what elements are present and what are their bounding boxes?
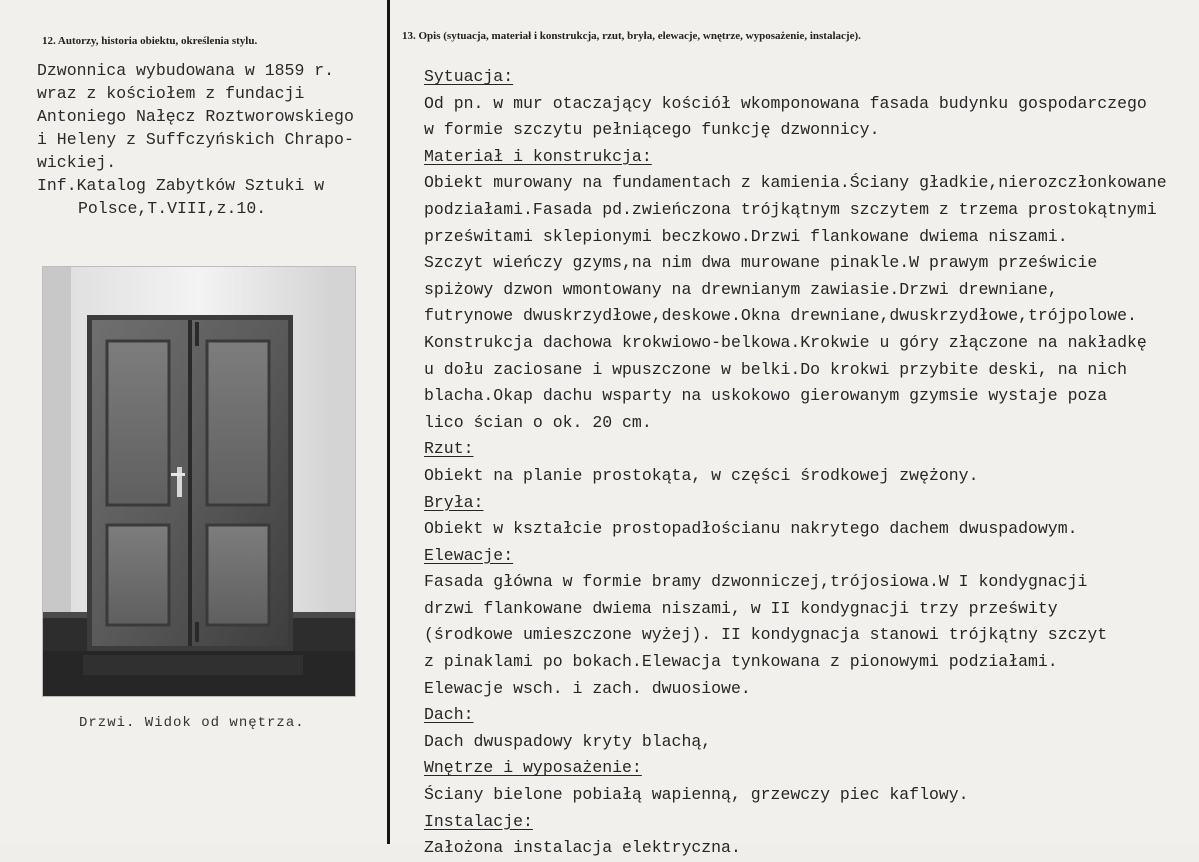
photo-caption: Drzwi. Widok od wnętrza. — [79, 715, 305, 731]
section-line: Obiekt na planie prostokąta, w części środkowej zwężony. — [424, 465, 979, 485]
section-line: w formie szczytu pełniącego funkcję dzwonnicy. — [424, 120, 880, 140]
section-line: Obiekt murowany na fundamentach z kamienia.Ściany gładkie,nierozczłonkowane — [424, 173, 1167, 193]
history-line: Inf.Katalog Zabytków Sztuki w — [37, 176, 325, 195]
history-line: wraz z kościołem z fundacji — [37, 84, 305, 103]
section-heading-dach: Dach: — [424, 705, 474, 725]
section-line: futrynowe dwuskrzydłowe,deskowe.Okna drewniane,dwuskrzydłowe,trójpolowe. — [424, 306, 1137, 326]
section-line: Ściany bielone pobiałą wapienną, grzewczy piec kaflowy. — [424, 785, 969, 805]
history-line: wickiej. — [37, 153, 117, 172]
section-line: Szczyt wieńczy gzyms,na nim dwa murowane pinakle.W prawym prześwicie — [424, 253, 1098, 273]
column-divider — [387, 0, 390, 844]
history-text — [37, 59, 377, 220]
section-line: podziałami.Fasada pd.zwieńczona trójkątnym szczytem z trzema prostokątnymi — [424, 199, 1157, 219]
section-line: spiżowy dzwon wmontowany na drewnianym zawiasie.Drzwi drewniane, — [424, 279, 1058, 299]
section-line: Od pn. w mur otaczający kościół wkomponowana fasada budynku gospodarczego — [424, 93, 1147, 113]
section-heading-rzut: Rzut: — [424, 439, 474, 459]
section-line: blacha.Okap dachu wsparty na uskokowo gierowanym gzymsie wystaje poza — [424, 386, 1108, 406]
right-column-header: 13. Opis (sytuacja, materiał i konstrukcja, rzut, bryła, elewacje, wnętrze, wyposażenie, instalacje). — [402, 30, 861, 42]
section-heading-instalacje: Instalacje: — [424, 811, 533, 831]
section-heading-elewacje: Elewacje: — [424, 545, 514, 565]
history-line: Antoniego Nałęcz Roztworowskiego — [37, 107, 354, 126]
section-heading-sytuacja: Sytuacja: — [424, 67, 514, 86]
section-heading-bryla: Bryła: — [424, 492, 484, 512]
section-line: Założona instalacja elektryczna. — [424, 838, 741, 858]
section-line: z pinaklami po bokach.Elewacja tynkowana z pionowymi podziałami. — [424, 652, 1058, 672]
section-line: Fasada główna w formie bramy dzwonniczej,trójosiowa.W I kondygnacji — [424, 572, 1088, 592]
door-photo — [42, 266, 356, 697]
description-text — [424, 64, 1184, 862]
history-line: i Heleny z Suffczyńskich Chrapo- — [37, 130, 354, 149]
section-heading-material: Materiał i konstrukcja: — [424, 146, 652, 166]
section-heading-wnetrze: Wnętrze i wyposażenie: — [424, 758, 642, 778]
section-line: Dach dwuspadowy kryty blachą, — [424, 731, 712, 751]
section-line: prześwitami sklepionymi beczkowo.Drzwi flankowane dwiema niszami. — [424, 226, 1068, 246]
section-line: drzwi flankowane dwiema niszami, w II kondygnacji trzy prześwity — [424, 598, 1058, 618]
section-line: (środkowe umieszczone wyżej). II kondygnacja stanowi trójkątny szczyt — [424, 625, 1108, 645]
section-line: Konstrukcja dachowa krokwiowo-belkowa.Krokwie u góry złączone na nakładkę — [424, 332, 1147, 352]
history-line: Polsce,T.VIII,z.10. — [78, 199, 267, 218]
history-line: Dzwonnica wybudowana w 1859 r. — [37, 61, 335, 80]
section-line: lico ścian o ok. 20 cm. — [424, 412, 652, 432]
section-line: u dołu zaciosane i wpuszczone w belki.Do krokwi przybite deski, na nich — [424, 359, 1128, 379]
section-line: Obiekt w kształcie prostopadłościanu nakrytego dachem dwuspadowym. — [424, 519, 1078, 539]
left-column-header: 12. Autorzy, historia obiektu, określenia stylu. — [42, 35, 258, 47]
section-line: Elewacje wsch. i zach. dwuosiowe. — [424, 678, 751, 698]
